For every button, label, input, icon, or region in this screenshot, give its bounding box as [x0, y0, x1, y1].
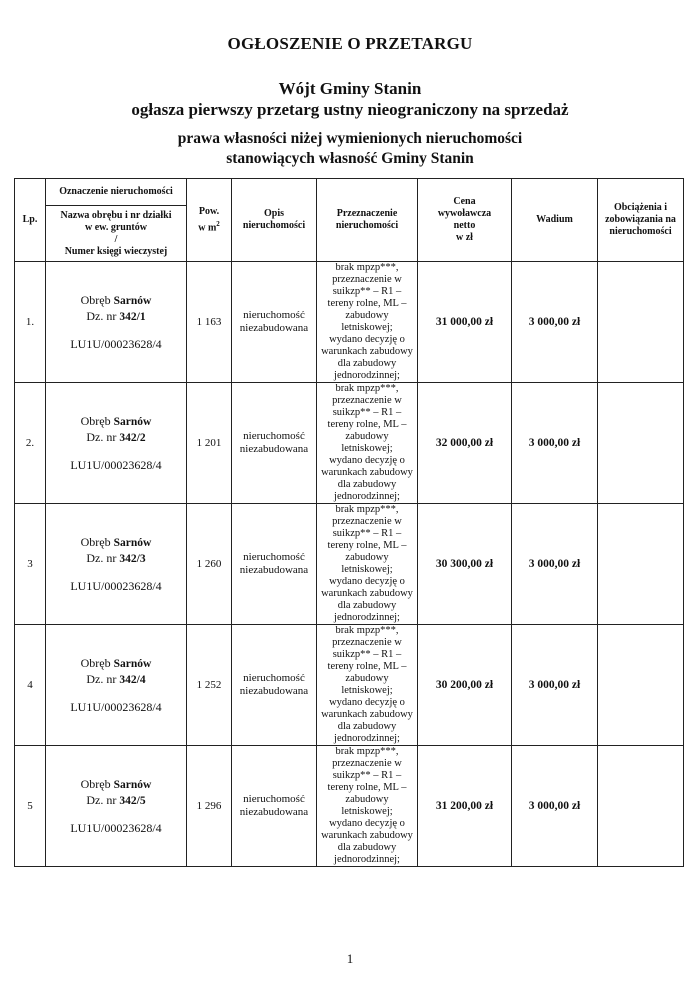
- announcement-subtitle: ogłasza pierwszy przetarg ustny nieograniczony na sprzedaż: [131, 100, 569, 119]
- przeznaczenie-line: przeznaczenie w: [332, 637, 402, 648]
- przeznaczenie-line: jednorodzinnej;: [334, 370, 400, 381]
- dz-nr: 342/4: [119, 673, 146, 686]
- przeznaczenie-line: przeznaczenie w: [332, 274, 402, 285]
- cell-oznaczenie: [46, 383, 187, 504]
- przeznaczenie-line: przeznaczenie w: [332, 758, 402, 769]
- przeznaczenie-line: tereny rolne, ML –: [327, 782, 407, 793]
- header-nazwa-obrebu: Nazwa obrębu i nr działki w ew. gruntów / Numer księgi wieczystej: [46, 206, 187, 262]
- przeznaczenie-line: suikzp** – R1 –: [332, 407, 402, 418]
- properties-table: [14, 178, 684, 867]
- header-cena: Cena wywoławcza netto w zł: [418, 179, 512, 262]
- cell-cena: 31 200,00 zł: [418, 746, 512, 867]
- kw-number: LU1U/00023628/4: [70, 336, 162, 351]
- cell-lp: 4: [15, 625, 46, 746]
- przeznaczenie-line: brak mpzp***,: [335, 625, 399, 636]
- cell-przeznaczenie: [317, 504, 418, 625]
- table-row: [15, 746, 684, 867]
- header-lp: Lp.: [15, 179, 46, 262]
- przeznaczenie-line: tereny rolne, ML –: [327, 419, 407, 430]
- cell-oznaczenie: [46, 625, 187, 746]
- przeznaczenie-line: zabudowy: [345, 794, 389, 805]
- cell-lp: 5: [15, 746, 46, 867]
- cell-obciazenia: [598, 383, 684, 504]
- przeznaczenie-line: tereny rolne, ML –: [327, 661, 407, 672]
- cell-opis: nieruchomość niezabudowana: [232, 746, 317, 867]
- dz-label: Dz. nr: [86, 429, 117, 444]
- obreb-name: Sarnów: [113, 778, 152, 791]
- cell-opis: nieruchomość niezabudowana: [232, 504, 317, 625]
- cell-oznaczenie: [46, 504, 187, 625]
- header-oznaczenie: Oznaczenie nieruchomości: [46, 179, 187, 206]
- przeznaczenie-line: suikzp** – R1 –: [332, 528, 402, 539]
- przeznaczenie-line: zabudowy: [345, 673, 389, 684]
- dz-nr: 342/1: [119, 310, 146, 323]
- property-rights-line: prawa własności niżej wymienionych nieruchomości: [177, 130, 523, 147]
- cell-pow: 1 163: [187, 262, 232, 383]
- cell-cena: 30 200,00 zł: [418, 625, 512, 746]
- obreb-label: Obręb: [80, 413, 111, 428]
- announcement-title: OGŁOSZENIE O PRZETARGU: [227, 34, 473, 53]
- przeznaczenie-line: dla zabudowy: [337, 842, 397, 853]
- header-opis: Opis nieruchomości: [232, 179, 317, 262]
- przeznaczenie-line: suikzp** – R1 –: [332, 649, 402, 660]
- przeznaczenie-line: warunkach zabudowy: [321, 709, 413, 720]
- przeznaczenie-line: zabudowy: [345, 431, 389, 442]
- cell-wadium: 3 000,00 zł: [512, 504, 598, 625]
- przeznaczenie-line: letniskowej;: [341, 322, 393, 333]
- cell-przeznaczenie: [317, 746, 418, 867]
- dz-nr: 342/3: [119, 552, 146, 565]
- przeznaczenie-line: letniskowej;: [341, 685, 393, 696]
- przeznaczenie-line: przeznaczenie w: [332, 516, 402, 527]
- dz-label: Dz. nr: [86, 308, 117, 323]
- dz-nr: 342/2: [119, 431, 146, 444]
- kw-number: LU1U/00023628/4: [70, 820, 162, 835]
- przeznaczenie-line: warunkach zabudowy: [321, 467, 413, 478]
- przeznaczenie-line: warunkach zabudowy: [321, 588, 413, 599]
- cell-obciazenia: [598, 746, 684, 867]
- przeznaczenie-line: tereny rolne, ML –: [327, 298, 407, 309]
- przeznaczenie-line: letniskowej;: [341, 564, 393, 575]
- przeznaczenie-line: wydano decyzję o: [329, 576, 405, 587]
- cell-obciazenia: [598, 625, 684, 746]
- cell-cena: 31 000,00 zł: [418, 262, 512, 383]
- obreb-label: Obręb: [80, 292, 111, 307]
- przeznaczenie-line: suikzp** – R1 –: [332, 770, 402, 781]
- przeznaczenie-line: wydano decyzję o: [329, 818, 405, 829]
- cell-pow: 1 252: [187, 625, 232, 746]
- cell-przeznaczenie: [317, 383, 418, 504]
- cell-pow: 1 296: [187, 746, 232, 867]
- przeznaczenie-line: dla zabudowy: [337, 479, 397, 490]
- przeznaczenie-line: zabudowy: [345, 552, 389, 563]
- przeznaczenie-line: przeznaczenie w: [332, 395, 402, 406]
- ownership-line: stanowiących własność Gminy Stanin: [226, 150, 474, 167]
- kw-number: LU1U/00023628/4: [70, 457, 162, 472]
- cell-pow: 1 260: [187, 504, 232, 625]
- obreb-name: Sarnów: [113, 536, 152, 549]
- cell-lp: 1.: [15, 262, 46, 383]
- przeznaczenie-line: tereny rolne, ML –: [327, 540, 407, 551]
- obreb-label: Obręb: [80, 655, 111, 670]
- header-obciazenia: Obciążenia i zobowiązania na nieruchomości: [598, 179, 684, 262]
- cell-przeznaczenie: [317, 262, 418, 383]
- obreb-label: Obręb: [80, 534, 111, 549]
- przeznaczenie-line: brak mpzp***,: [335, 746, 399, 757]
- dz-label: Dz. nr: [86, 671, 117, 686]
- przeznaczenie-line: jednorodzinnej;: [334, 491, 400, 502]
- obreb-name: Sarnów: [113, 415, 152, 428]
- dz-nr: 342/5: [119, 794, 146, 807]
- header-przeznaczenie: Przeznaczenie nieruchomości: [317, 179, 418, 262]
- przeznaczenie-line: jednorodzinnej;: [334, 733, 400, 744]
- obreb-label: Obręb: [80, 776, 111, 791]
- przeznaczenie-line: brak mpzp***,: [335, 262, 399, 273]
- cell-opis: nieruchomość niezabudowana: [232, 383, 317, 504]
- przeznaczenie-line: brak mpzp***,: [335, 383, 399, 394]
- przeznaczenie-line: warunkach zabudowy: [321, 830, 413, 841]
- kw-number: LU1U/00023628/4: [70, 578, 162, 593]
- cell-wadium: 3 000,00 zł: [512, 625, 598, 746]
- przeznaczenie-line: dla zabudowy: [337, 358, 397, 369]
- cell-oznaczenie: [46, 746, 187, 867]
- cell-cena: 32 000,00 zł: [418, 383, 512, 504]
- przeznaczenie-line: wydano decyzję o: [329, 334, 405, 345]
- header-pow: Pow. w $m^2$: [187, 179, 232, 262]
- dz-label: Dz. nr: [86, 550, 117, 565]
- cell-lp: 2.: [15, 383, 46, 504]
- kw-number: LU1U/00023628/4: [70, 699, 162, 714]
- przeznaczenie-line: letniskowej;: [341, 443, 393, 454]
- przeznaczenie-line: brak mpzp***,: [335, 504, 399, 515]
- dz-label: Dz. nr: [86, 792, 117, 807]
- obreb-name: Sarnów: [113, 657, 152, 670]
- przeznaczenie-line: wydano decyzję o: [329, 455, 405, 466]
- przeznaczenie-line: warunkach zabudowy: [321, 346, 413, 357]
- przeznaczenie-line: jednorodzinnej;: [334, 612, 400, 623]
- cell-wadium: 3 000,00 zł: [512, 746, 598, 867]
- cell-obciazenia: [598, 504, 684, 625]
- table-row: [15, 262, 684, 383]
- cell-obciazenia: [598, 262, 684, 383]
- przeznaczenie-line: zabudowy: [345, 310, 389, 321]
- cell-przeznaczenie: [317, 625, 418, 746]
- issuer-title: Wójt Gminy Stanin: [278, 79, 422, 98]
- page-number: 1: [346, 951, 354, 966]
- przeznaczenie-line: dla zabudowy: [337, 600, 397, 611]
- przeznaczenie-line: jednorodzinnej;: [334, 854, 400, 865]
- cell-opis: nieruchomość niezabudowana: [232, 625, 317, 746]
- cell-cena: 30 300,00 zł: [418, 504, 512, 625]
- przeznaczenie-line: letniskowej;: [341, 806, 393, 817]
- cell-oznaczenie: [46, 262, 187, 383]
- cell-wadium: 3 000,00 zł: [512, 262, 598, 383]
- cell-wadium: 3 000,00 zł: [512, 383, 598, 504]
- przeznaczenie-line: suikzp** – R1 –: [332, 286, 402, 297]
- header-wadium: Wadium: [512, 179, 598, 262]
- obreb-name: Sarnów: [113, 294, 152, 307]
- table-row: [15, 504, 684, 625]
- table-row: [15, 625, 684, 746]
- cell-pow: 1 201: [187, 383, 232, 504]
- cell-opis: nieruchomość niezabudowana: [232, 262, 317, 383]
- przeznaczenie-line: dla zabudowy: [337, 721, 397, 732]
- table-row: [15, 383, 684, 504]
- cell-lp: 3: [15, 504, 46, 625]
- przeznaczenie-line: wydano decyzję o: [329, 697, 405, 708]
